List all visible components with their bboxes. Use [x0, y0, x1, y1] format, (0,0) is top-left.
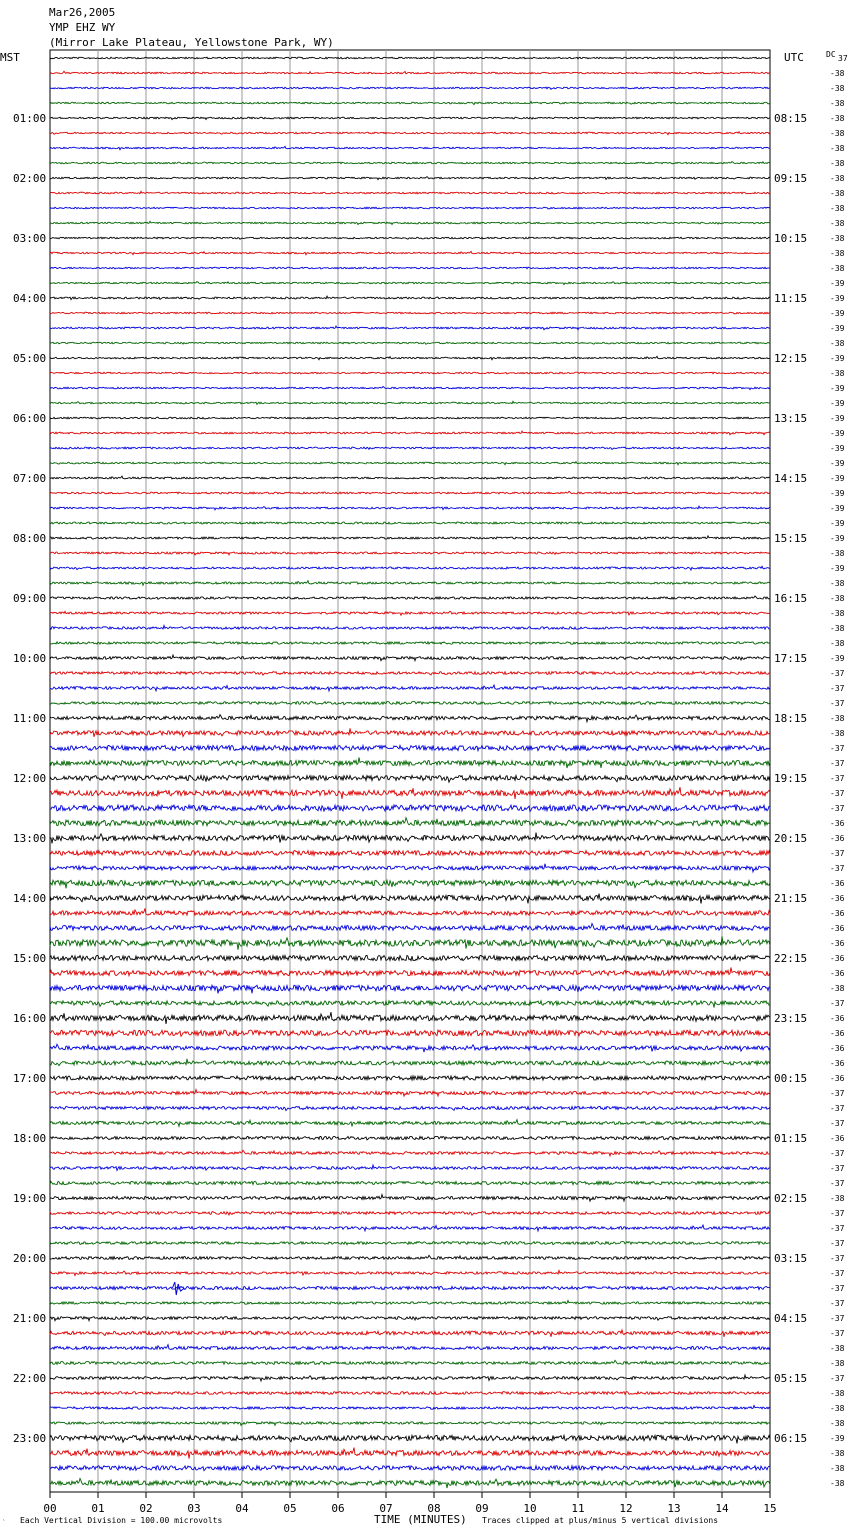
- trace-line: [50, 1242, 770, 1245]
- right-hour-label: 23:15: [774, 1012, 808, 1025]
- left-hour-label: 22:00: [13, 1372, 47, 1385]
- dc-offset-label: -37: [830, 1254, 845, 1263]
- dc-offset-label: -39: [830, 534, 845, 543]
- dc-offset-label: -39: [830, 384, 845, 393]
- left-hour-label: 12:00: [13, 772, 47, 785]
- right-hour-label: 13:15: [774, 412, 808, 425]
- trace-line: [50, 1181, 770, 1184]
- trace-line: [50, 1360, 770, 1364]
- trace-line: [50, 447, 770, 449]
- dc-offset-label: -37: [830, 1149, 845, 1158]
- trace-line: [50, 372, 770, 374]
- trace-line: [50, 1466, 770, 1471]
- dc-offset-label: -39: [830, 399, 845, 408]
- left-hour-label: 07:00: [13, 472, 47, 485]
- x-tick-label: 12: [619, 1502, 633, 1515]
- trace-line: [50, 1375, 770, 1381]
- trace-line: [50, 162, 770, 164]
- trace-line: [50, 851, 770, 856]
- trace-line: [50, 431, 770, 435]
- dc-offset-label: -36: [830, 909, 845, 918]
- chart-footer: [2, 1513, 718, 1526]
- trace-line: [50, 1212, 770, 1216]
- dc-offset-label: -39: [830, 309, 845, 318]
- trace-line: [50, 1120, 770, 1127]
- dc-offset-label: -38: [830, 1464, 845, 1473]
- dc-offset-label: -37: [830, 1314, 845, 1323]
- dc-offset-label: -36: [830, 1044, 845, 1053]
- trace-line: [50, 908, 770, 915]
- trace-line: [50, 833, 770, 844]
- trace-line: [50, 1044, 770, 1052]
- dc-offset-labels: [830, 54, 848, 1488]
- right-hour-labels: [774, 112, 807, 1445]
- plot-frame: [50, 50, 770, 1492]
- right-hour-label: 17:15: [774, 652, 808, 665]
- trace-line: [50, 132, 770, 135]
- trace-line: [50, 1150, 770, 1156]
- left-hour-label: 11:00: [13, 712, 47, 725]
- dc-offset-label: -38: [830, 369, 845, 378]
- left-hour-label: 08:00: [13, 532, 47, 545]
- x-tick-label: 05: [283, 1502, 297, 1515]
- left-hour-label: 01:00: [13, 112, 47, 125]
- x-tick-label: 09: [475, 1502, 489, 1515]
- trace-line: [50, 282, 770, 285]
- right-hour-label: 10:15: [774, 232, 808, 245]
- trace-line: [50, 191, 770, 193]
- dc-offset-label: -38: [830, 594, 845, 603]
- dc-offset-label: -37: [830, 849, 845, 858]
- trace-line: [50, 491, 770, 494]
- x-tick-label: 04: [235, 1502, 249, 1515]
- trace-line: [50, 1225, 770, 1231]
- trace-line: [50, 581, 770, 586]
- x-tick-label: 03: [187, 1502, 201, 1515]
- dc-offset-label: -38: [830, 264, 845, 273]
- x-tick-label: 15: [763, 1502, 777, 1515]
- left-hour-label: 16:00: [13, 1012, 47, 1025]
- trace-line: [50, 1030, 770, 1036]
- dc-offset-label: -36: [830, 894, 845, 903]
- right-hour-label: 19:15: [774, 772, 808, 785]
- trace-line: [50, 1255, 770, 1259]
- dc-offset-label: -37: [830, 1089, 845, 1098]
- x-tick-label: 13: [667, 1502, 681, 1515]
- trace-line: [50, 1001, 770, 1008]
- dc-offset-label: -38: [830, 624, 845, 633]
- left-hour-label: 02:00: [13, 172, 47, 185]
- right-hour-label: 00:15: [774, 1072, 808, 1085]
- dc-offset-label: -37: [830, 774, 845, 783]
- dc-offset-label: -38: [830, 1344, 845, 1353]
- left-hour-label: 23:00: [13, 1432, 47, 1445]
- trace-line: [50, 237, 770, 239]
- x-tick-label: 01: [91, 1502, 105, 1515]
- trace-line: [50, 1136, 770, 1139]
- right-hour-label: 20:15: [774, 832, 808, 845]
- right-hour-label: 01:15: [774, 1132, 808, 1145]
- x-tick-label: 02: [139, 1502, 153, 1515]
- dc-offset-label: -38: [830, 729, 845, 738]
- trace-line: [50, 476, 770, 479]
- dc-offset-label: -37: [830, 1209, 845, 1218]
- trace-line: [50, 522, 770, 524]
- right-hour-label: 05:15: [774, 1372, 808, 1385]
- right-hour-label: 18:15: [774, 712, 808, 725]
- dc-offset-label: -38: [830, 114, 845, 123]
- trace-line: [50, 775, 770, 782]
- left-hour-label: 10:00: [13, 652, 47, 665]
- trace-line: [50, 924, 770, 931]
- left-hour-label: 19:00: [13, 1192, 47, 1205]
- dc-offset-label: -38: [830, 984, 845, 993]
- right-hour-label: 12:15: [774, 352, 808, 365]
- trace-line: [50, 401, 770, 404]
- dc-offset-label: -37: [830, 759, 845, 768]
- dc-offset-label: -36: [830, 1134, 845, 1143]
- dc-offset-label: -37: [830, 744, 845, 753]
- dc-offset-label: -37: [830, 1164, 845, 1173]
- trace-line: [50, 296, 770, 299]
- left-hour-label: 06:00: [13, 412, 47, 425]
- dc-offset-label: -38: [830, 1479, 845, 1488]
- left-hour-label: 17:00: [13, 1072, 47, 1085]
- dc-offset-label: 37: [838, 54, 848, 63]
- trace-line: [50, 672, 770, 676]
- right-hour-label: 02:15: [774, 1192, 808, 1205]
- trace-line: [50, 342, 770, 344]
- trace-group: [50, 57, 770, 1488]
- trace-line: [50, 1300, 770, 1304]
- x-tick-label: 00: [43, 1502, 57, 1515]
- trace-line: [50, 146, 770, 149]
- dc-offset-label: -39: [830, 429, 845, 438]
- dc-offset-label: -37: [830, 1284, 845, 1293]
- dc-offset-label: -37: [830, 1119, 845, 1128]
- right-axis-title: UTC: [784, 51, 804, 64]
- dc-offset-label: -38: [830, 189, 845, 198]
- clip-note: Traces clipped at plus/minus 5 vertical divisions: [482, 1516, 719, 1525]
- dc-offset-label: -39: [830, 444, 845, 453]
- dc-offset-label: -38: [830, 174, 845, 183]
- trace-line: [50, 818, 770, 826]
- corner-mark: ‵: [2, 1519, 6, 1526]
- trace-line: [50, 1405, 770, 1409]
- dc-offset-label: -38: [830, 129, 845, 138]
- dc-offset-label: -38: [830, 69, 845, 78]
- left-hour-label: 15:00: [13, 952, 47, 965]
- dc-offset-label: -38: [830, 549, 845, 558]
- left-hour-label: 05:00: [13, 352, 47, 365]
- right-hour-label: 03:15: [774, 1252, 808, 1265]
- x-axis-label: TIME (MINUTES): [374, 1513, 467, 1526]
- dc-offset-label: -36: [830, 924, 845, 933]
- trace-line: [50, 894, 770, 904]
- trace-line: [50, 566, 770, 570]
- trace-line: [50, 1392, 770, 1395]
- trace-line: [50, 101, 770, 104]
- trace-line: [50, 596, 770, 599]
- dc-offset-label: -39: [830, 324, 845, 333]
- dc-offset-label: -38: [830, 234, 845, 243]
- dc-offset-label: -37: [830, 699, 845, 708]
- trace-line: [50, 880, 770, 888]
- trace-line: [50, 117, 770, 119]
- dc-offset-label: -39: [830, 504, 845, 513]
- dc-offset-label: -37: [830, 1239, 845, 1248]
- dc-offset-label: -38: [830, 1389, 845, 1398]
- right-hour-label: 21:15: [774, 892, 808, 905]
- x-tick-label: 10: [523, 1502, 537, 1515]
- dc-offset-label: -36: [830, 879, 845, 888]
- dc-offset-label: -38: [830, 144, 845, 153]
- trace-line: [50, 1435, 770, 1443]
- dc-offset-label: -39: [830, 489, 845, 498]
- trace-line: [50, 1345, 770, 1350]
- dc-offset-label: -38: [830, 1419, 845, 1428]
- dc-offset-label: -38: [830, 159, 845, 168]
- left-hour-label: 09:00: [13, 592, 47, 605]
- trace-line: [50, 87, 770, 89]
- dc-offset-label: -37: [830, 789, 845, 798]
- trace-line: [50, 1090, 770, 1097]
- dc-offset-label: -39: [830, 564, 845, 573]
- dc-offset-label: -38: [830, 579, 845, 588]
- trace-line: [50, 267, 770, 269]
- trace-line: [50, 655, 770, 661]
- dc-offset-label: -39: [830, 279, 845, 288]
- dc-offset-label: -37: [830, 669, 845, 678]
- trace-line: [50, 177, 770, 180]
- x-tick-label: 06: [331, 1502, 345, 1515]
- trace-line: [50, 625, 770, 629]
- dc-offset-label: -38: [830, 639, 845, 648]
- dc-offset-label: -37: [830, 999, 845, 1008]
- dc-offset-label: -38: [830, 714, 845, 723]
- dc-offset-label: -36: [830, 1014, 845, 1023]
- trace-line: [50, 936, 770, 949]
- dc-offset-label: -36: [830, 1059, 845, 1068]
- dc-offset-label: -37: [830, 1329, 845, 1338]
- trace-line: [50, 417, 770, 419]
- location-label: (Mirror Lake Plateau, Yellowstone Park, WY): [49, 36, 334, 49]
- left-hour-label: 18:00: [13, 1132, 47, 1145]
- dc-header: DC: [826, 50, 836, 59]
- dc-offset-label: -38: [830, 339, 845, 348]
- trace-line: [50, 745, 770, 750]
- x-tick-label: 07: [379, 1502, 393, 1515]
- trace-line: [50, 207, 770, 209]
- trace-line: [50, 955, 770, 960]
- trace-line: [50, 552, 770, 555]
- trace-line: [50, 611, 770, 615]
- date-label: Mar26,2005: [49, 6, 116, 19]
- trace-line: [50, 1422, 770, 1425]
- dc-offset-label: -37: [830, 1179, 845, 1188]
- trace-line: [50, 1195, 770, 1202]
- dc-offset-label: -38: [830, 204, 845, 213]
- x-tick-label: 11: [571, 1502, 585, 1515]
- dc-offset-label: -37: [830, 1269, 845, 1278]
- left-hour-label: 20:00: [13, 1252, 47, 1265]
- dc-offset-label: -36: [830, 954, 845, 963]
- trace-line: [50, 985, 770, 993]
- dc-offset-label: -39: [830, 459, 845, 468]
- dc-offset-label: -38: [830, 249, 845, 258]
- left-axis-title: MST: [0, 51, 20, 64]
- x-tick-label: 08: [427, 1502, 441, 1515]
- trace-line: [50, 326, 770, 330]
- trace-line: [50, 728, 770, 736]
- dc-offset-label: -37: [830, 684, 845, 693]
- trace-line: [50, 787, 770, 799]
- trace-line: [50, 387, 770, 390]
- trace-line: [50, 1165, 770, 1170]
- trace-line: [50, 1479, 770, 1488]
- trace-line: [50, 71, 770, 74]
- x-axis-ticks: [43, 1492, 776, 1515]
- dc-offset-label: -36: [830, 819, 845, 828]
- dc-offset-label: -38: [830, 1404, 845, 1413]
- dc-offset-label: -38: [830, 1359, 845, 1368]
- right-hour-label: 15:15: [774, 532, 808, 545]
- vertical-division-note: Each Vertical Division = 100.00 microvolts: [20, 1516, 223, 1525]
- trace-line: [50, 506, 770, 510]
- dc-offset-label: -36: [830, 1029, 845, 1038]
- trace-line: [50, 57, 770, 59]
- trace-line: [50, 805, 770, 812]
- x-tick-label: 14: [715, 1502, 729, 1515]
- left-hour-labels: [13, 112, 46, 1445]
- right-hour-label: 16:15: [774, 592, 808, 605]
- dc-offset-label: -36: [830, 969, 845, 978]
- right-hour-label: 08:15: [774, 112, 808, 125]
- dc-offset-label: -38: [830, 1194, 845, 1203]
- left-hour-label: 03:00: [13, 232, 47, 245]
- trace-line: [50, 1076, 770, 1080]
- trace-line: [50, 642, 770, 644]
- left-hour-label: 13:00: [13, 832, 47, 845]
- trace-line: [50, 221, 770, 224]
- dc-offset-label: -39: [830, 474, 845, 483]
- right-hour-label: 06:15: [774, 1432, 808, 1445]
- dc-offset-label: -37: [830, 864, 845, 873]
- dc-offset-label: -38: [830, 609, 845, 618]
- right-hour-label: 22:15: [774, 952, 808, 965]
- dc-offset-label: -36: [830, 834, 845, 843]
- trace-line: [50, 536, 770, 539]
- dc-offset-label: -39: [830, 519, 845, 528]
- dc-offset-label: -39: [830, 354, 845, 363]
- left-hour-label: 14:00: [13, 892, 47, 905]
- dc-offset-label: -37: [830, 1224, 845, 1233]
- dc-offset-label: -39: [830, 414, 845, 423]
- trace-line: [50, 702, 770, 705]
- right-hour-label: 11:15: [774, 292, 808, 305]
- dc-offset-label: -39: [830, 1434, 845, 1443]
- dc-offset-label: -38: [830, 99, 845, 108]
- dc-offset-label: -38: [830, 219, 845, 228]
- trace-line: [50, 251, 770, 254]
- left-hour-label: 21:00: [13, 1312, 47, 1325]
- dc-offset-label: -39: [830, 654, 845, 663]
- trace-line: [50, 356, 770, 359]
- trace-line: [50, 757, 770, 768]
- right-hour-label: 09:15: [774, 172, 808, 185]
- trace-line: [50, 715, 770, 722]
- dc-offset-label: -38: [830, 1449, 845, 1458]
- dc-offset-label: -37: [830, 1299, 845, 1308]
- trace-line: [50, 685, 770, 691]
- dc-offset-label: -39: [830, 294, 845, 303]
- trace-line: [50, 864, 770, 872]
- left-hour-label: 04:00: [13, 292, 47, 305]
- right-hour-label: 14:15: [774, 472, 808, 485]
- trace-line: [50, 1012, 770, 1024]
- right-hour-label: 04:15: [774, 1312, 808, 1325]
- minute-gridlines: [50, 50, 770, 1492]
- dc-offset-label: -37: [830, 804, 845, 813]
- trace-line: [50, 1106, 770, 1110]
- dc-offset-label: -37: [830, 1374, 845, 1383]
- dc-offset-label: -37: [830, 1104, 845, 1113]
- trace-line: [50, 1270, 770, 1275]
- dc-offset-label: -36: [830, 1074, 845, 1083]
- dc-offset-label: -36: [830, 939, 845, 948]
- trace-line: [50, 1317, 770, 1321]
- trace-line: [50, 1286, 770, 1289]
- trace-line: [50, 1330, 770, 1337]
- trace-line: [50, 462, 770, 465]
- trace-line: [50, 1059, 770, 1066]
- chart-header: [49, 6, 334, 49]
- trace-line: [50, 967, 770, 975]
- station-label: YMP EHZ WY: [49, 21, 116, 34]
- trace-line: [50, 312, 770, 314]
- dc-offset-label: -38: [830, 84, 845, 93]
- trace-line: [50, 1448, 770, 1459]
